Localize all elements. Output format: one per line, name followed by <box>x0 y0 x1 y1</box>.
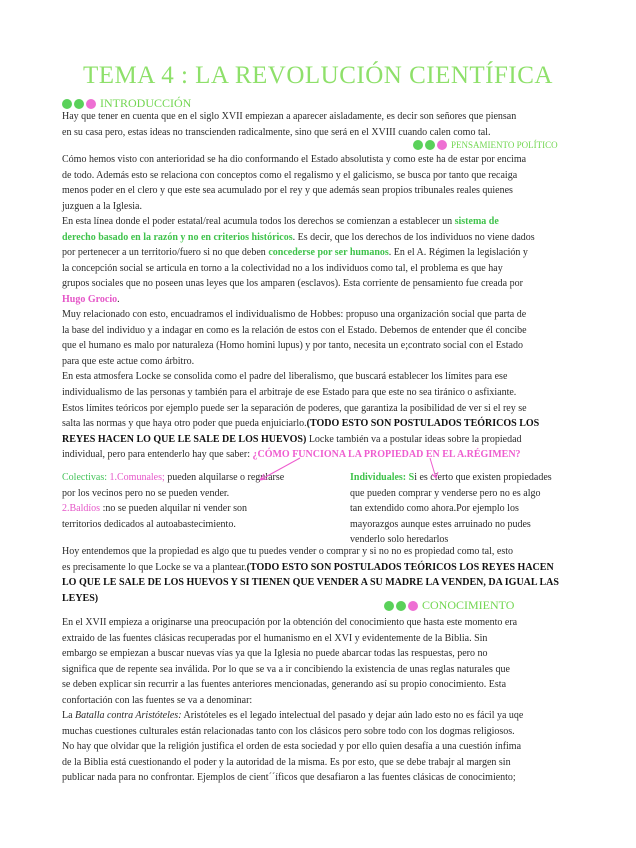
bullet-dots-icon <box>413 139 449 150</box>
question-propiedad: ¿CÓMO FUNCIONA LA PROPIEDAD EN EL A.RÉGIMEN? <box>252 449 521 461</box>
politico-paragraph-4: Hoy entendemos que la propiedad es algo que tu puedes vender o comprar y si no no es propiedad como tal, esto es precisamente lo que Locke se va a plantear.(TODO ESTO SON POSTULADOS TEÓRICOS LOS REYES HACEN LO QUE LE SALE DE LOS HUEVOS Y SI TIENEN QUE VENDER A SU MADRE LA VENDEN, DA IGUAL LAS LEYES) <box>62 546 559 604</box>
intro-paragraph: Hay que tener en cuenta que en el siglo XVII empiezan a aparecer aisladamente, es decir son señores que piensan en su casa pero, estas ideas no transcienden radicalmente, sino que será en el XVIII cuando calen como tal. <box>62 111 517 138</box>
conocimiento-paragraph-1: En el XVII empieza a originarse una preocupación por la obtención del conocimiento que hasta este momento era extraido de las fuentes clásicas recuperadas por el humanismo en el XVI y evidentemente de la Biblia. Sin embargo se empiezan a buscar nuevas vías ya que la Iglesia no puede abarcar todas las respuestas, pero no significa que de repente sea inválida. Por lo que se va a ir concibiendo la existencia de unas reglas naturales que se deben explicar sin recurrir a las fuentes anteriores mencionadas, generando así su propio conocimiento. Esta confortación con las fuentes se va a denominar: <box>62 617 518 706</box>
politico-paragraph-3: Muy relacionado con esto, encuadramos el individualismo de Hobbes: propuso una organización social que parta de la base del individuo y a indagar en como es la relación de estos con el Estado. Debemos de entender que él concibe que el humano es malo por naturaleza (Homo homini lupus) y por tanto, necesita un e;contrato social con el Estado para que este actue como árbitro. En esta atmosfera Locke se consolida como el padre del liberalismo, que buscará establecer los límites para ese individualismo de las personas y también para el arbitraje de ese Estado para que este no sea tiránico o asfixiante. Estos límites teóricos por ejemplo puede ser la separación de poderes, que garantiza la posibilidad de ver si el rey se salta las normas y que haya otro poder que pueda enjuiciarlo.(TODO ESTO SON POSTULADOS TEÓRICOS LOS REYES HACEN LO QUE LE SALE DE LOS HUEVOS) Locke también va a postular ideas sobre la propiedad individual, pero para entenderlo hay que saber: ¿CÓMO FUNCIONA LA PROPIEDAD EN EL A.RÉGIMEN? <box>62 309 540 461</box>
section-heading-pensamiento-politico: PENSAMIENTO POLÍTICO <box>413 139 558 150</box>
page-title: TEMA 4 : LA REVOLUCIÓN CIENTÍFICA <box>83 62 553 89</box>
politico-paragraph-2: En esta línea donde el poder estatal/real acumula todos los derechos se comienzan a establecer un sistema de derecho basado en la razón y no en criterios históricos. Es decir, que los derechos de los individuos no viene dados por pertenecer a un territorio/fuero si no que deben concederse por ser humanos. En el A. Régimen la legislación y la concepción social se articula en torno a la colectividad no a los individuos como tal, el problema es que hay grupos sociales que no poseen unas leyes que los amparen (esclavos). Esta corriente de pensamiento fue creada por Hugo Grocio. <box>62 216 535 305</box>
highlight-sistema: sistema de <box>454 216 499 227</box>
politico-paragraph-1: Cómo hemos visto con anterioridad se ha dio conformando el Estado absolutista y como este ha de estar por encima de todo. Además esto se relaciona con conceptos como el regalismo y el galicismo, se busca por tanto que recaiga menos poder en el clero y que este sea acumulado por el rey y que además sean propios tribunales reales quienes juzguen a la Iglesia. <box>62 154 527 212</box>
propiedad-individuales: Individuales: Si es cierto que existen propiedades que pueden comprar y venderse pero no es algo tan extendido como ahora.Por ejemplo los mayorazgos aunque estes arruinado no pudes venderlo solo heredarlos <box>350 472 552 546</box>
bullet-dots-icon <box>384 598 420 613</box>
conocimiento-paragraph-2: La Batalla contra Aristóteles: Aristóteles es el legado intelectual del pasado y dejar aún lado esto no es fácil ya uqe muchas cuestiones culturales están relacionadas tanto con los clásicos pero sobre todo con los dogmas religiosos. No hay que olvidar que la religión justifica el orden de esta sociedad y por ello quien desafía a una cuestión ínfima de la Biblia está cuestionando el poder y la autoridad de la misma. Es por esto, que se debe trabajr al margen sin publicar nada para no confrontar. Ejemplos de cient´´íficos que desafiaron a las fuentes clásicas de conocimiento; <box>62 710 524 784</box>
highlight-concederse: concederse por ser humanos <box>268 247 389 259</box>
highlight-hugo-grocio: Hugo Grocio <box>62 293 118 305</box>
propiedad-colectivas: Colectivas: 1.Comunales; pueden alquilarse o regularse por los vecinos pero no se pueden vender. 2.Baldíos :no se pueden alquilar ni vender son territorios dedicados al autoabastecimiento. <box>62 472 285 530</box>
highlight-derecho-razon: derecho basado en la razón y no en criterios históricos <box>62 231 293 243</box>
section-heading-introduccion: INTRODUCCIÓN <box>62 95 191 111</box>
section-heading-conocimiento: CONOCIMIENTO <box>384 597 514 613</box>
